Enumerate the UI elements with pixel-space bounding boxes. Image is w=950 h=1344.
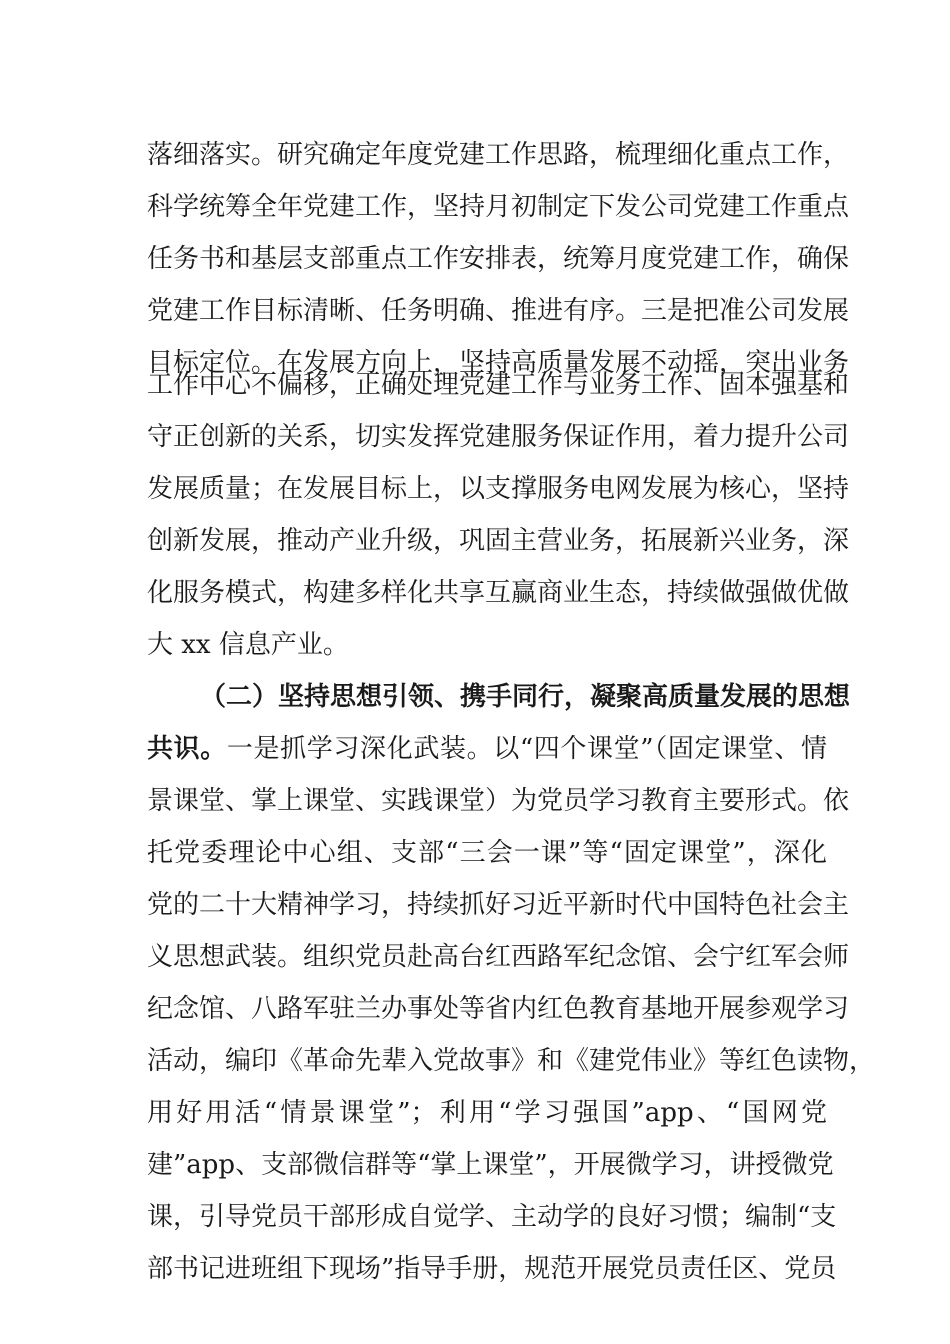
text-segment: 创新发展，推动产业升级，巩固主营业务，拓展新兴业务，深 <box>147 526 850 556</box>
text-line <box>147 135 850 175</box>
text-segment: 活动，编印《革命先辈入党故事》和《建党伟业》等红色读物， <box>147 1046 876 1076</box>
text-segment: 建”app、支部微信群等“掌上课堂”，开展微学习，讲授微党 <box>147 1150 834 1180</box>
text-line <box>147 1249 837 1289</box>
text-line <box>147 365 850 405</box>
text-segment: 任务书和基层支部重点工作安排表，统筹月度党建工作，确保 <box>147 244 850 274</box>
text-segment: 托党委理论中心组、支部“三会一课”等“固定课堂”，深化 <box>147 838 827 868</box>
text-segment: 守正创新的关系，切实发挥党建服务保证作用，着力提升公司 <box>147 422 850 452</box>
text-segment: 大 xx 信息产业。 <box>147 630 349 660</box>
text-line <box>147 885 850 925</box>
text-segment: 义思想武装。组织党员赴高台红西路军纪念馆、会宁红军会师 <box>147 942 850 972</box>
text-line <box>147 1041 876 1081</box>
text-segment: 课，引导党员干部形成自觉学、主动学的良好习惯；编制“支 <box>147 1202 837 1232</box>
text-segment: 目标定位。在发展方向上，坚持高质量发展不动摇，突出业务 <box>147 348 850 378</box>
text-segment: 党建工作目标清晰、任务明确、推进有序。三是把准公司发展 <box>147 296 850 326</box>
text-line <box>147 1197 837 1237</box>
text-segment: 景课堂、掌上课堂、实践课堂）为党员学习教育主要形式。依 <box>147 786 850 816</box>
text-segment: 纪念馆、八路军驻兰办事处等省内红色教育基地开展参观学习 <box>147 994 850 1024</box>
text-line <box>147 1093 827 1133</box>
text-line <box>147 521 850 561</box>
text-segment: 科学统筹全年党建工作，坚持月初制定下发公司党建工作重点 <box>147 192 850 222</box>
text-line <box>147 187 850 227</box>
text-line <box>147 833 827 873</box>
text-segment: 发展质量；在发展目标上，以支撑服务电网发展为核心，坚持 <box>147 474 850 504</box>
section-heading-tail: 共识。 <box>147 734 227 764</box>
section-heading: （二）坚持思想引领、携手同行，凝聚高质量发展的思想 <box>200 682 851 712</box>
text-line <box>147 989 850 1029</box>
text-line <box>147 573 850 613</box>
text-line <box>147 239 850 279</box>
text-line <box>147 469 850 509</box>
text-segment: 用好用活“情景课堂”；利用“学习强国”app、“国网党 <box>147 1098 827 1128</box>
text-line <box>147 1145 834 1185</box>
text-segment: 部书记进班组下现场”指导手册，规范开展党员责任区、党员 <box>147 1254 837 1284</box>
text-line <box>147 625 827 665</box>
section-heading-line <box>200 677 851 717</box>
text-line <box>147 781 850 821</box>
text-segment: 落细落实。研究确定年度党建工作思路，梳理细化重点工作， <box>147 140 850 170</box>
text-segment: 党的二十大精神学习，持续抓好习近平新时代中国特色社会主 <box>147 890 850 920</box>
text-segment: 化服务模式，构建多样化共享互赢商业生态，持续做强做优做 <box>147 578 850 608</box>
text-segment: 工作中心不偏移，正确处理党建工作与业务工作、固本强基和 <box>147 370 850 400</box>
text-line <box>147 937 850 977</box>
text-line <box>147 729 827 769</box>
text-line <box>147 291 850 331</box>
text-segment: 一是抓学习深化武装。以“四个课堂”（固定课堂、情 <box>226 734 827 764</box>
text-line <box>147 417 850 457</box>
